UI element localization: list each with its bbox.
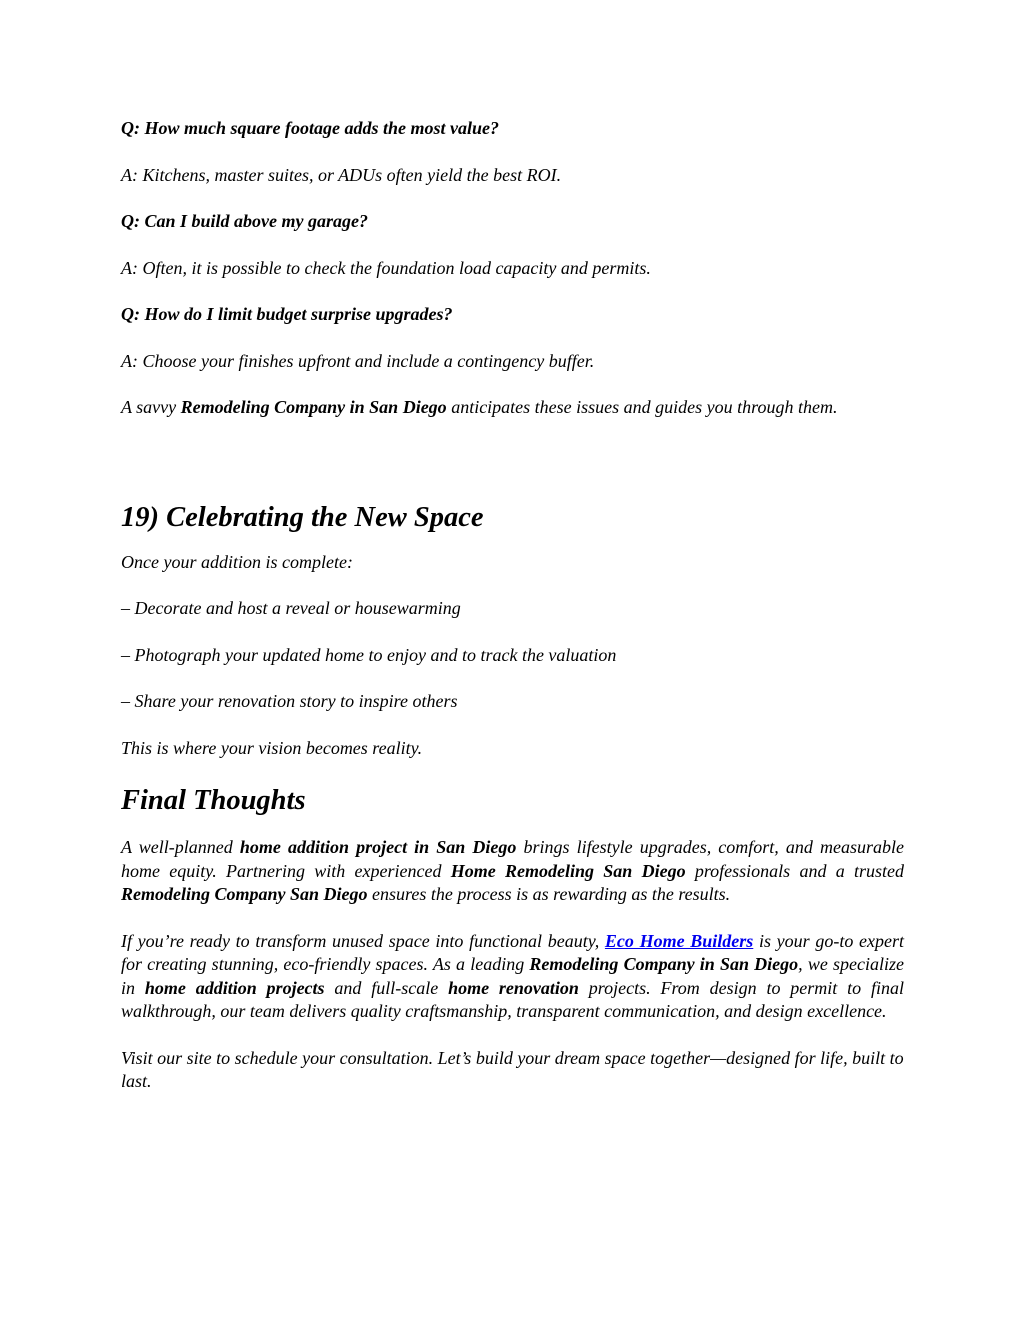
final-paragraph-2 (121, 930, 904, 1024)
faq-closing-keyword: Remodeling Company in San Diego (180, 397, 447, 417)
final-p2-keyword-2: home addition projects (144, 977, 325, 998)
faq-question-3: Q: How do I limit budget surprise upgrades? (121, 304, 453, 324)
final-p2-text-1: If you’re ready to transform unused space into functional beauty, (121, 930, 605, 951)
final-p1-keyword-1: home addition project in San Diego (239, 837, 517, 857)
final-p1-text-1: A well-planned (121, 837, 240, 857)
final-p2-keyword-1: Remodeling Company in San Diego (529, 954, 799, 974)
final-p1-keyword-3: Remodeling Company San Diego (121, 884, 368, 904)
faq-answer-1: A: Kitchens, master suites, or ADUs often yield the best ROI. (121, 164, 562, 185)
eco-home-builders-link[interactable]: Eco Home Builders (604, 930, 754, 951)
faq-closing-text-1: A savvy (121, 397, 181, 417)
page-content (121, 117, 904, 1117)
faq-question-2: Q: Can I build above my garage? (121, 211, 368, 231)
final-p2-text-3: , we specialize in (121, 954, 904, 998)
final-paragraph-3: Visit our site to schedule your consultation. Let’s build your dream space together—designed for life, built to last. (121, 1047, 904, 1091)
final-p2-text-4: and full-scale (324, 977, 449, 998)
section-19-closing: This is where your vision becomes reality. (121, 737, 423, 758)
final-paragraph-1 (121, 836, 904, 907)
final-p1-keyword-2: Home Remodeling San Diego (450, 860, 686, 881)
final-thoughts-heading: Final Thoughts (121, 785, 306, 816)
final-p1-text-4: ensures the process is as rewarding as the results. (367, 884, 731, 904)
faq-closing-text-2: anticipates these issues and guides you through them. (446, 397, 838, 417)
section-19-item: – Share your renovation story to inspire others (121, 691, 458, 711)
section-19-item: – Decorate and host a reveal or housewarming (121, 598, 461, 618)
section-19-item: – Photograph your updated home to enjoy and to track the valuation (121, 644, 617, 665)
final-p2-keyword-3: home renovation (448, 977, 579, 998)
faq-question-1: Q: How much square footage adds the most value? (121, 118, 500, 138)
faq-answer-3: A: Choose your finishes upfront and include a contingency buffer. (121, 350, 595, 371)
final-p1-text-2: brings lifestyle upgrades, comfort, and measurable home equity. Partnering with experienced (121, 837, 904, 881)
final-p2-text-2: is your go-to expert for creating stunning, eco-friendly spaces. As a leading (121, 930, 904, 974)
faq-answer-2: A: Often, it is possible to check the foundation load capacity and permits. (121, 257, 651, 278)
section-19-intro: Once your addition is complete: (121, 551, 353, 572)
faq-closing-paragraph (121, 396, 904, 420)
final-p2-text-5: projects. From design to permit to final walkthrough, our team delivers quality craftsmanship, transparent communication, and design excellence. (121, 977, 904, 1021)
final-p1-text-3: professionals and a trusted (685, 860, 904, 881)
section-19-heading: 19) Celebrating the New Space (121, 501, 484, 533)
